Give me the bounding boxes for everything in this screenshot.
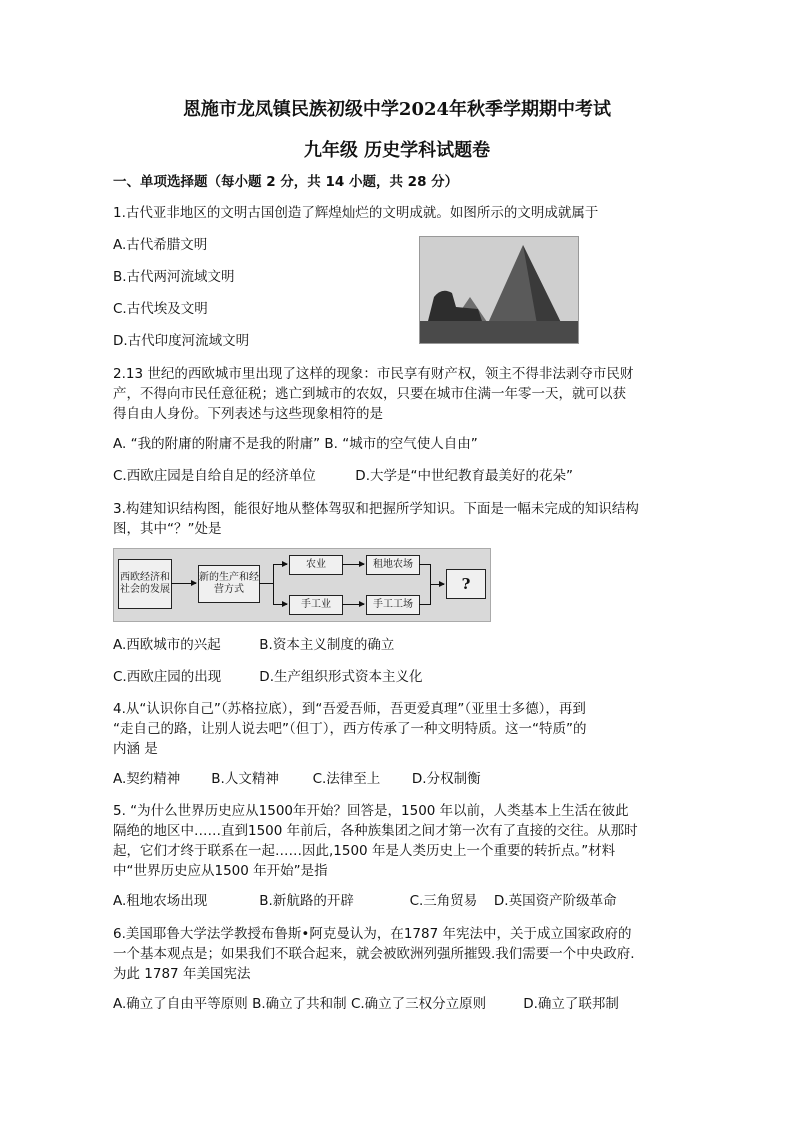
q6-stem-line1: 6.美国耶鲁大学法学教授布鲁斯•阿克曼认为，在1787 年宪法中，关于成立国家政府的 <box>113 926 632 942</box>
diagram-farm-box <box>366 555 420 575</box>
diagram-workshop-box <box>366 595 420 615</box>
q6-option-d: D.确立了联邦制 <box>523 996 619 1012</box>
q4-option-d: D.分权制衡 <box>411 771 481 787</box>
diagram-workshop-label: 手工工场 <box>373 599 413 610</box>
q2-option-a: A. “我的附庸的附庸不是我的附庸” <box>113 436 321 452</box>
q6-stem-line3: 为此 1787 年美国宪法 <box>113 966 251 982</box>
diagram-arrow-1 <box>171 583 196 584</box>
q3-options-row1 <box>113 635 394 655</box>
diagram-agriculture-box <box>289 555 343 575</box>
q3-options-row2 <box>113 667 422 687</box>
exam-title: 恩施市龙凤镇民族初级中学2024年秋季学期期中考试 <box>182 99 612 120</box>
q3-option-a: A.西欧城市的兴起 <box>113 637 221 653</box>
q2-options-row1 <box>113 434 478 454</box>
q5-option-c: C.三角贸易 <box>409 893 478 909</box>
q5-options-row <box>113 891 617 911</box>
diagram-arrow-bottom-2 <box>342 604 364 605</box>
diagram-middle-label: 新的生产和经营方式 <box>199 572 259 595</box>
q1-option-a: A.古代希腊文明 <box>113 237 208 253</box>
q3-stem-line2: 图，其中“？”处是 <box>113 521 222 537</box>
knowledge-structure-diagram <box>113 548 491 622</box>
q5-option-a: A.租地农场出现 <box>113 893 208 909</box>
q5-stem-line3: 起，它们才终于联系在一起……因此,1500 年是人类历史上一个重要的转折点。”材料 <box>113 843 616 859</box>
q3-option-c: C.西欧庄园的出现 <box>113 669 222 685</box>
q6-option-b: B.确立了共和制 <box>252 996 347 1012</box>
diagram-connector <box>259 583 273 584</box>
q3-stem-line1: 3.构建知识结构图，能很好地从整体驾驭和把握所学知识。下面是一幅未完成的知识结构 <box>113 501 639 517</box>
q5-stem-line2: 隔绝的地区中……直到1500 年前后，各种族集团之间才第一次有了直接的交往。从那时 <box>113 823 638 839</box>
q4-option-a: A.契约精神 <box>113 771 181 787</box>
diagram-root-box <box>118 559 172 609</box>
q2-option-c: C.西欧庄园是自给自足的经济单位 <box>113 468 316 484</box>
diagram-handicraft-label: 手工业 <box>301 599 331 610</box>
q6-options-row <box>113 994 619 1014</box>
diagram-arrow-top-2 <box>342 564 364 565</box>
q4-options-row <box>113 769 481 789</box>
exam-subtitle: 九年级 历史学科试题卷 <box>303 140 491 161</box>
q6-option-c: C.确立了三权分立原则 <box>350 996 487 1012</box>
q3-option-b: B.资本主义制度的确立 <box>259 637 395 653</box>
q1-option-d: D.古代印度河流域文明 <box>113 333 250 349</box>
diagram-handicraft-box <box>289 595 343 615</box>
diagram-agriculture-label: 农业 <box>306 559 326 570</box>
q5-option-d: D.英国资产阶级革命 <box>493 893 617 909</box>
q4-stem-line2: “走自己的路，让别人说去吧”（但丁），西方传承了一种文明特质。这一“特质”的 <box>113 721 587 737</box>
q4-option-c: C.法律至上 <box>312 771 381 787</box>
q2-options-row2 <box>113 466 573 486</box>
q6-option-a: A.确立了自由平等原则 <box>113 996 248 1012</box>
diagram-branch-line <box>273 564 274 604</box>
q1-stem: 1.古代亚非地区的文明古国创造了辉煌灿烂的文明成就。如图所示的文明成就属于 <box>113 205 599 221</box>
section-heading: 一、单项选择题（每小题 2 分，共 14 小题，共 28 分） <box>113 174 459 190</box>
diagram-unknown-label: ? <box>461 575 471 593</box>
q5-stem-line1: 5. “为什么世界历史应从1500年开始？回答是，1500 年以前，人类基本上生活在彼此 <box>113 803 629 819</box>
q1-option-c: C.古代埃及文明 <box>113 301 208 317</box>
diagram-merge-bottom <box>419 604 430 605</box>
diagram-arrow-top <box>273 564 287 565</box>
pyramid-sphinx-photo <box>419 236 579 344</box>
q2-stem-line2: 产，不得向市民任意征税；逃亡到城市的农奴，只要在城市住满一年零一天，就可以获 <box>113 386 626 402</box>
diagram-root-label: 西欧经济和社会的发展 <box>120 572 170 595</box>
q4-stem-line1: 4.从“认识你自己”（苏格拉底），到“吾爱吾师，吾更爱真理”（亚里士多德），再到 <box>113 701 586 717</box>
diagram-middle-box <box>198 565 260 603</box>
q1-option-b: B.古代两河流域文明 <box>113 269 235 285</box>
q6-stem-line2: 一个基本观点是；如果我们不联合起来，就会被欧洲列强所摧毁.我们需要一个中央政府. <box>113 946 635 962</box>
q4-stem-line3: 内涵 是 <box>113 741 158 757</box>
q3-option-d: D.生产组织形式资本主义化 <box>259 669 423 685</box>
q5-option-b: B.新航路的开辟 <box>259 893 354 909</box>
q2-option-b: B. “城市的空气使人自由” <box>324 436 478 452</box>
diagram-arrow-final <box>430 584 444 585</box>
diagram-merge-top <box>419 564 430 565</box>
diagram-farm-label: 租地农场 <box>373 559 413 570</box>
q4-option-b: B.人文精神 <box>211 771 279 787</box>
q2-option-d: D.大学是“中世纪教育最美好的花朵” <box>355 468 573 484</box>
diagram-arrow-bottom <box>273 604 287 605</box>
q5-stem-line4: 中“世界历史应从1500 年开始”是指 <box>113 863 328 879</box>
q2-stem-line1: 2.13 世纪的西欧城市里出现了这样的现象：市民享有财产权，领主不得非法剥夺市民财 <box>113 366 634 382</box>
q2-stem-line3: 得自由人身份。下列表述与这些现象相符的是 <box>113 406 383 422</box>
diagram-unknown-box <box>446 569 486 599</box>
